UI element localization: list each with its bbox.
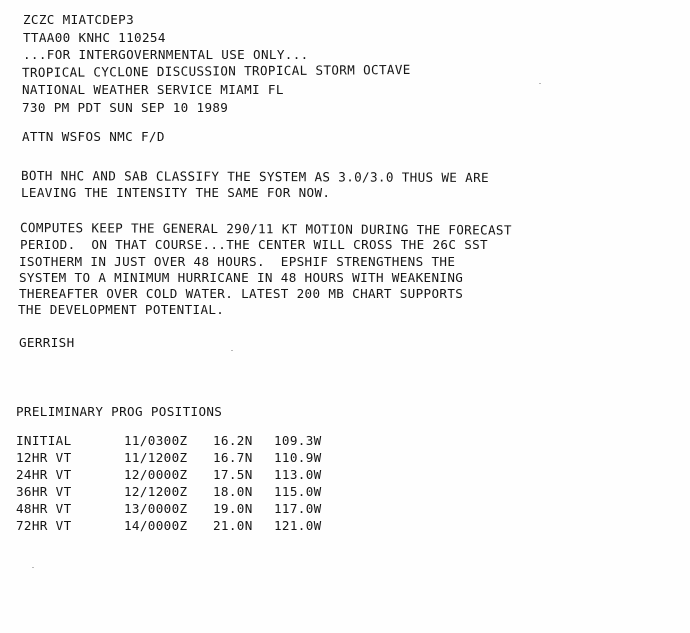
latitude: 16.7N: [213, 450, 253, 465]
document-title: TROPICAL CYCLONE DISCUSSION TROPICAL STORM OCTAVE: [21, 61, 411, 80]
latitude: 19.0N: [213, 501, 253, 516]
valid-time: 11/1200Z: [124, 450, 188, 465]
longitude: 110.9W: [274, 450, 322, 465]
prog-positions-title: PRELIMINARY PROG POSITIONS: [16, 404, 223, 419]
scan-speck: [231, 350, 233, 351]
latitude: 21.0N: [213, 518, 253, 533]
forecast-period: 12HR VT: [16, 450, 72, 465]
scan-speck: [539, 83, 541, 84]
forecast-period: 48HR VT: [16, 501, 72, 516]
paragraph-2-line: THEREAFTER OVER COLD WATER. LATEST 200 MB CHART SUPPORTS: [19, 286, 464, 301]
forecast-period: 36HR VT: [16, 484, 72, 499]
scan-speck: [32, 567, 34, 568]
paragraph-1-line: LEAVING THE INTENSITY THE SAME FOR NOW.: [21, 185, 331, 200]
longitude: 117.0W: [274, 501, 322, 516]
valid-time: 13/0000Z: [124, 501, 188, 516]
valid-time: 12/1200Z: [124, 484, 188, 499]
header-line-1: ZCZC MIATCDEP3: [23, 12, 135, 27]
paragraph-2-line: COMPUTES KEEP THE GENERAL 290/11 KT MOTION DURING THE FORECAST: [19, 220, 512, 238]
issuing-office: NATIONAL WEATHER SERVICE MIAMI FL: [22, 82, 284, 97]
header-line-2: TTAA00 KNHC 110254: [23, 30, 166, 45]
latitude: 16.2N: [213, 433, 253, 448]
paragraph-2-line: SYSTEM TO A MINIMUM HURRICANE IN 48 HOURS WITH WEAKENING: [19, 270, 464, 285]
longitude: 121.0W: [274, 518, 322, 533]
paragraph-1-line: BOTH NHC AND SAB CLASSIFY THE SYSTEM AS 3.0/3.0 THUS WE ARE: [20, 168, 490, 186]
forecast-period: INITIAL: [16, 433, 72, 448]
valid-time: 14/0000Z: [124, 518, 188, 533]
paragraph-2-line: ISOTHERM IN JUST OVER 48 HOURS. EPSHIF STRENGTHENS THE: [19, 254, 456, 269]
latitude: 18.0N: [213, 484, 253, 499]
attn-line: ATTN WSFOS NMC F/D: [22, 129, 165, 144]
valid-time: 11/0300Z: [124, 433, 188, 448]
paragraph-2-line: PERIOD. ON THAT COURSE...THE CENTER WILL CROSS THE 26C SST: [20, 237, 488, 252]
header-line-3: ...FOR INTERGOVERNMENTAL USE ONLY...: [23, 47, 309, 62]
longitude: 113.0W: [274, 467, 322, 482]
forecast-period: 72HR VT: [16, 518, 72, 533]
longitude: 115.0W: [274, 484, 322, 499]
valid-time: 12/0000Z: [124, 467, 188, 482]
longitude: 109.3W: [274, 433, 322, 448]
issue-time: 730 PM PDT SUN SEP 10 1989: [22, 100, 229, 115]
forecaster-signature: GERRISH: [19, 335, 75, 350]
latitude: 17.5N: [213, 467, 253, 482]
forecast-period: 24HR VT: [16, 467, 72, 482]
paragraph-2-line: THE DEVELOPMENT POTENTIAL.: [18, 302, 225, 317]
